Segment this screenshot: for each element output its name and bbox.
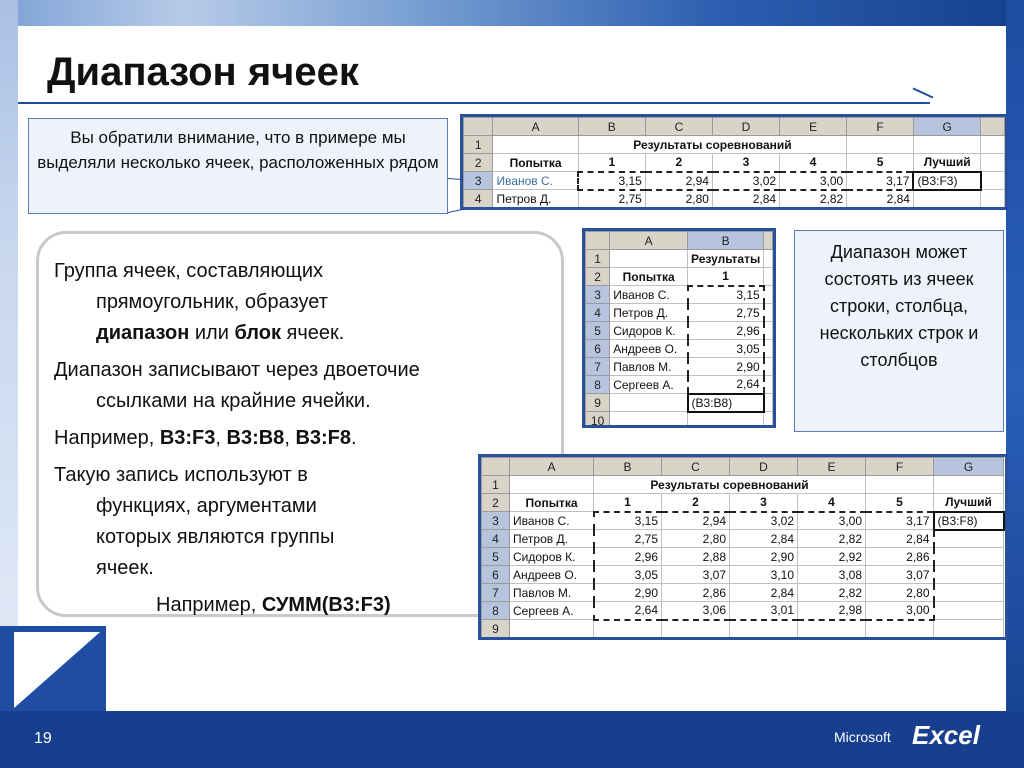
note-adjacent-cells: Вы обратили внимание, что в примере мы выделяли несколько ячеек, расположенных рядом <box>28 118 448 214</box>
cell-selected[interactable]: 3,17 <box>847 172 914 190</box>
row-header[interactable]: 1 <box>464 136 493 154</box>
cell-selected[interactable]: 2,80 <box>866 584 934 602</box>
cell-selected[interactable]: 2,96 <box>688 322 764 340</box>
cell[interactable] <box>493 136 578 154</box>
cell[interactable] <box>610 394 688 412</box>
cell[interactable] <box>510 620 594 638</box>
column-header[interactable]: F <box>866 458 934 476</box>
cell[interactable] <box>934 548 1004 566</box>
row-header[interactable]: 1 <box>586 250 610 268</box>
sheet-corner[interactable] <box>586 232 610 250</box>
header-cell[interactable]: 4 <box>780 154 847 172</box>
cell[interactable] <box>934 530 1004 548</box>
cell[interactable] <box>764 412 773 429</box>
column-header-empty <box>764 232 773 250</box>
cell[interactable] <box>764 340 773 358</box>
cell[interactable]: Сидоров К. <box>610 322 688 340</box>
row-header[interactable]: 8 <box>586 376 610 394</box>
column-header[interactable]: C <box>645 118 712 136</box>
cell[interactable] <box>798 620 866 638</box>
cell-selected[interactable]: 2,90 <box>594 584 662 602</box>
slide-number: 19 <box>34 730 52 747</box>
cell[interactable] <box>981 136 1005 154</box>
active-cell-formula[interactable]: (B3:B8) <box>688 394 764 412</box>
row-header[interactable]: 9 <box>586 394 610 412</box>
header-cell[interactable]: 2 <box>645 154 712 172</box>
column-header[interactable]: D <box>730 458 798 476</box>
column-header[interactable]: B <box>594 458 662 476</box>
cell[interactable] <box>610 412 688 429</box>
header-cell[interactable]: 4 <box>798 494 866 512</box>
slide-title: Диапазон ячеек <box>47 50 359 94</box>
example-range-2: B3:B8 <box>226 427 285 449</box>
column-header[interactable]: E <box>780 118 847 136</box>
column-header[interactable]: C <box>662 458 730 476</box>
cell[interactable] <box>764 322 773 340</box>
cell-selected[interactable]: 2,94 <box>645 172 712 190</box>
cell-selected[interactable]: 2,94 <box>662 512 730 530</box>
header-cell[interactable]: 1 <box>594 494 662 512</box>
column-header-empty <box>981 118 1005 136</box>
column-header[interactable]: E <box>798 458 866 476</box>
spreadsheet-row-range <box>460 114 1008 210</box>
row-header[interactable]: 3 <box>482 512 510 530</box>
sum-formula-example: СУММ(B3:F3) <box>261 594 391 616</box>
cell[interactable] <box>934 566 1004 584</box>
cell[interactable] <box>913 136 981 154</box>
cell-selected[interactable]: 2,75 <box>594 530 662 548</box>
cell-selected[interactable]: 3,15 <box>594 512 662 530</box>
cell-selected[interactable]: 2,84 <box>866 530 934 548</box>
cell-selected[interactable]: 2,90 <box>730 548 798 566</box>
cell-selected[interactable]: 2,82 <box>798 530 866 548</box>
row-header[interactable]: 4 <box>586 304 610 322</box>
cell[interactable]: 2,75 <box>578 190 645 208</box>
cell-selected[interactable]: 2,88 <box>662 548 730 566</box>
cell[interactable]: Андреев О. <box>510 566 594 584</box>
header-cell[interactable]: 5 <box>866 494 934 512</box>
cell-selected[interactable]: 3,08 <box>798 566 866 584</box>
cell-selected[interactable]: 2,84 <box>730 530 798 548</box>
row-header[interactable]: 3 <box>464 172 493 190</box>
row-header[interactable]: 6 <box>586 340 610 358</box>
cell[interactable]: Павлов М. <box>610 358 688 376</box>
paragraph-examples: Например, B3:F3, B3:B8, B3:F8. <box>54 427 357 449</box>
cell[interactable] <box>847 136 914 154</box>
row-header[interactable]: 6 <box>482 566 510 584</box>
row-header[interactable]: 7 <box>482 584 510 602</box>
spreadsheet-block-range <box>478 454 1008 640</box>
cell[interactable] <box>934 584 1004 602</box>
cell[interactable] <box>730 620 798 638</box>
cell[interactable] <box>594 620 662 638</box>
row-header[interactable]: 4 <box>464 190 493 208</box>
cell[interactable] <box>764 358 773 376</box>
cell[interactable] <box>913 190 981 208</box>
cell[interactable] <box>764 394 773 412</box>
cell-selected[interactable]: 3,17 <box>866 512 934 530</box>
term-block: блок <box>234 322 281 344</box>
column-header[interactable]: B <box>578 118 645 136</box>
cell-selected[interactable]: 2,98 <box>798 602 866 620</box>
row-header[interactable]: 8 <box>482 602 510 620</box>
cell[interactable]: Андреев О. <box>610 340 688 358</box>
cell[interactable]: Петров Д. <box>610 304 688 322</box>
sheet-grid <box>463 117 1005 208</box>
column-header[interactable]: G <box>934 458 1004 476</box>
cell-selected[interactable]: 2,84 <box>730 584 798 602</box>
row-header[interactable]: 4 <box>482 530 510 548</box>
cell[interactable] <box>981 154 1005 172</box>
active-cell-formula[interactable]: (B3:F8) <box>934 512 1004 530</box>
corner-decor-triangle <box>14 632 100 708</box>
cell-selected[interactable]: 3,02 <box>712 172 779 190</box>
cell-selected[interactable]: 2,96 <box>594 548 662 566</box>
spreadsheet-column-range <box>582 228 776 428</box>
example-range-3: B3:F8 <box>295 427 352 449</box>
cell[interactable] <box>764 376 773 394</box>
left-decor-band <box>0 0 18 640</box>
cell[interactable] <box>764 250 773 268</box>
column-header[interactable]: G <box>913 118 981 136</box>
header-cell[interactable]: Лучший <box>913 154 981 172</box>
cell-selected[interactable]: 2,64 <box>688 376 764 394</box>
right-decor-band <box>1006 0 1024 768</box>
cell[interactable]: Петров Д. <box>493 190 578 208</box>
cell-selected[interactable]: 3,15 <box>688 286 764 304</box>
cell-selected[interactable]: 3,10 <box>730 566 798 584</box>
table-title-cell[interactable]: Результаты <box>688 250 764 268</box>
row-header[interactable]: 2 <box>464 154 493 172</box>
row-header[interactable]: 3 <box>586 286 610 304</box>
header-cell[interactable]: Лучший <box>934 494 1004 512</box>
cell-selected[interactable]: 3,05 <box>594 566 662 584</box>
cell[interactable] <box>662 620 730 638</box>
cell-selected[interactable]: 3,07 <box>866 566 934 584</box>
cell-selected[interactable]: 2,86 <box>662 584 730 602</box>
cell[interactable] <box>764 268 773 286</box>
row-header[interactable]: 5 <box>482 548 510 566</box>
cell[interactable]: Сидоров К. <box>510 548 594 566</box>
row-header[interactable]: 1 <box>482 476 510 494</box>
paragraph-functions: Такую запись используют в функциях, аргументами которых являются группы ячеек. <box>54 464 335 579</box>
header-cell[interactable]: 3 <box>730 494 798 512</box>
header-cell[interactable]: 1 <box>688 268 764 286</box>
sheet-corner[interactable] <box>482 458 510 476</box>
cell[interactable] <box>764 304 773 322</box>
cell[interactable]: Сергеев А. <box>610 376 688 394</box>
cell[interactable] <box>866 476 934 494</box>
column-header[interactable]: F <box>847 118 914 136</box>
cell[interactable] <box>934 602 1004 620</box>
cell-selected[interactable]: 2,92 <box>798 548 866 566</box>
column-header[interactable]: A <box>610 232 688 250</box>
cell-selected[interactable]: 2,80 <box>662 530 730 548</box>
sheet-grid <box>481 457 1005 638</box>
cell[interactable] <box>610 250 688 268</box>
cell[interactable] <box>934 476 1004 494</box>
row-header[interactable]: 2 <box>586 268 610 286</box>
brand-prefix: Microsoft <box>834 729 891 745</box>
row-header[interactable]: 5 <box>586 322 610 340</box>
column-header[interactable]: D <box>712 118 779 136</box>
cell[interactable]: Петров Д. <box>510 530 594 548</box>
cell-selected[interactable]: 3,06 <box>662 602 730 620</box>
term-range: диапазон <box>96 322 190 344</box>
note-range-shapes: Диапазон может состоять из ячеек строки, столбца, нескольких строк и столбцов <box>794 230 1004 432</box>
cell[interactable] <box>510 476 594 494</box>
cell-selected[interactable]: 3,15 <box>578 172 645 190</box>
active-cell-formula[interactable]: (B3:F3) <box>913 172 981 190</box>
header-cell[interactable]: Попытка <box>610 268 688 286</box>
cell[interactable]: Иванов С. <box>610 286 688 304</box>
header-cell[interactable]: 1 <box>578 154 645 172</box>
cell-selected[interactable]: 3,00 <box>866 602 934 620</box>
cell[interactable] <box>764 286 773 304</box>
column-header[interactable]: B <box>688 232 764 250</box>
column-header[interactable]: A <box>493 118 578 136</box>
cell[interactable] <box>981 190 1005 208</box>
title-underline <box>18 102 930 104</box>
cell-selected[interactable]: 3,02 <box>730 512 798 530</box>
cell-selected[interactable]: 2,82 <box>798 584 866 602</box>
row-header[interactable]: 7 <box>586 358 610 376</box>
cell[interactable]: 2,84 <box>712 190 779 208</box>
table-title-cell[interactable]: Результаты соревнований <box>578 136 846 154</box>
cell[interactable] <box>981 172 1005 190</box>
header-cell[interactable]: Попытка <box>510 494 594 512</box>
row-header[interactable]: 10 <box>586 412 610 429</box>
header-cell[interactable]: Попытка <box>493 154 578 172</box>
cell-selected[interactable]: 3,01 <box>730 602 798 620</box>
header-cell[interactable]: 2 <box>662 494 730 512</box>
cell[interactable]: Сергеев А. <box>510 602 594 620</box>
cell[interactable]: Иванов С. <box>493 172 578 190</box>
cell-selected[interactable]: 2,75 <box>688 304 764 322</box>
paragraph-range-notation: Диапазон записывают через двоеточие ссылками на крайние ячейки. <box>54 359 420 412</box>
cell[interactable] <box>688 412 764 429</box>
title-underline-tick <box>913 87 934 98</box>
cell-selected[interactable]: 3,05 <box>688 340 764 358</box>
table-title-cell[interactable]: Результаты соревнований <box>594 476 866 494</box>
cell-selected[interactable]: 3,00 <box>798 512 866 530</box>
example-range-1: B3:F3 <box>159 427 216 449</box>
paragraph-sum-example: Например, СУММ(B3:F3) <box>156 594 391 616</box>
paragraph-range-definition: Группа ячеек, составляющих прямоугольник, образует диапазон или блок ячеек. <box>54 260 345 344</box>
cell-selected[interactable]: 3,07 <box>662 566 730 584</box>
row-header[interactable]: 2 <box>482 494 510 512</box>
sheet-corner[interactable] <box>464 118 493 136</box>
cell[interactable]: Павлов М. <box>510 584 594 602</box>
cell[interactable]: 2,84 <box>847 190 914 208</box>
cell-selected[interactable]: 3,00 <box>780 172 847 190</box>
brand-logo-text: Excel <box>912 720 980 750</box>
top-decor-band <box>0 0 1024 26</box>
cell[interactable]: 2,80 <box>645 190 712 208</box>
header-cell[interactable]: 5 <box>847 154 914 172</box>
cell[interactable] <box>866 620 934 638</box>
cell-selected[interactable]: 2,90 <box>688 358 764 376</box>
cell-selected[interactable]: 2,64 <box>594 602 662 620</box>
cell[interactable]: Иванов С. <box>510 512 594 530</box>
cell[interactable]: 2,82 <box>780 190 847 208</box>
header-cell[interactable]: 3 <box>712 154 779 172</box>
sheet-grid <box>585 231 773 428</box>
cell[interactable] <box>934 620 1004 638</box>
column-header[interactable]: A <box>510 458 594 476</box>
row-header[interactable]: 9 <box>482 620 510 638</box>
cell-selected[interactable]: 2,86 <box>866 548 934 566</box>
